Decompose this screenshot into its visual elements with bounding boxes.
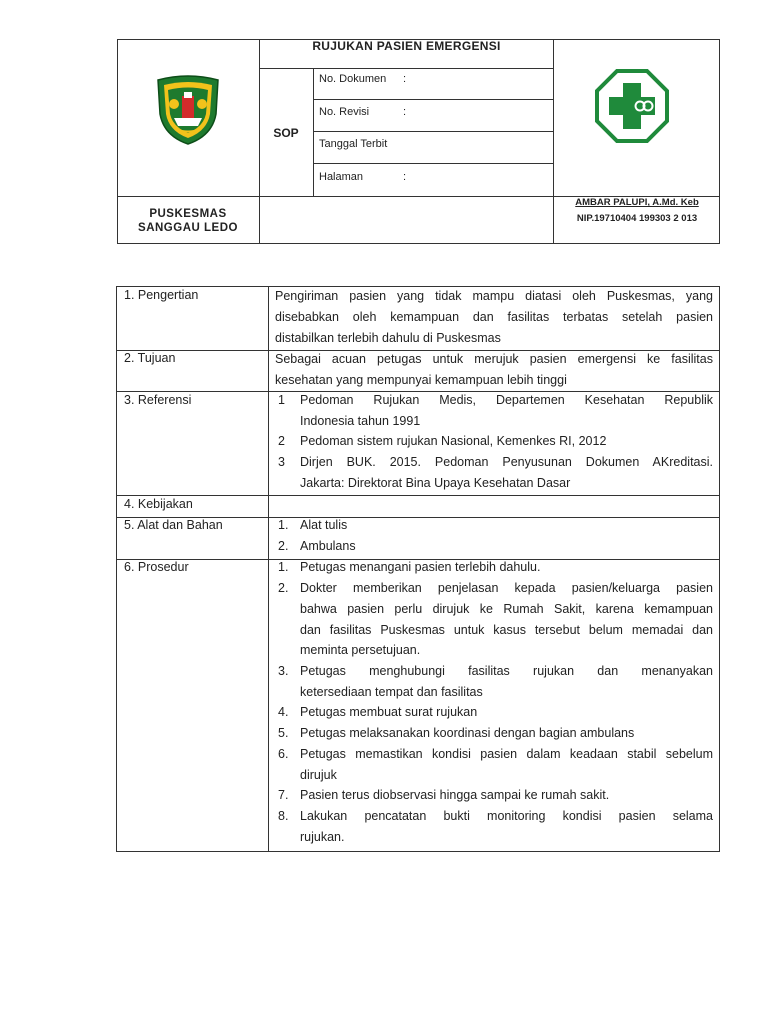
row-divider xyxy=(116,495,720,496)
column-divider xyxy=(268,286,269,852)
text-line: ketersediaan tempat dan fasilitas xyxy=(300,684,483,699)
item-number: 3. xyxy=(278,664,289,678)
header-divider xyxy=(313,99,554,100)
section-label-alat: 5. Alat dan Bahan xyxy=(124,518,223,532)
text-line: dirujuk xyxy=(300,767,337,782)
item-text: Ambulans xyxy=(300,539,356,553)
item-number: 7. xyxy=(278,788,289,802)
section-label-pengertian: 1. Pengertian xyxy=(124,288,199,302)
meta-colon: : xyxy=(403,73,407,85)
meta-colon: : xyxy=(403,171,407,183)
meta-label: No. Dokumen xyxy=(319,73,387,85)
item-number: 2. xyxy=(278,539,289,553)
text-line: rujukan. xyxy=(300,829,345,844)
org-line-1: PUSKESMAS xyxy=(149,207,227,220)
meta-halaman xyxy=(319,171,407,183)
regional-emblem-icon xyxy=(152,74,224,146)
puskesmas-logo-icon xyxy=(595,69,669,143)
text-line: meminta persetujuan. xyxy=(300,643,421,658)
meta-colon: : xyxy=(403,106,407,118)
meta-tanggal-terbit xyxy=(319,138,387,150)
meta-label: No. Revisi xyxy=(319,106,370,118)
document-title: RUJUKAN PASIEN EMERGENSI xyxy=(312,39,501,53)
signer-nip: NIP.19710404 199303 2 013 xyxy=(576,213,698,224)
section-label-prosedur: 6. Prosedur xyxy=(124,560,189,574)
meta-label: Tanggal Terbit xyxy=(319,138,388,150)
section-label-kebijakan: 4. Kebijakan xyxy=(124,497,193,511)
item-number: 4. xyxy=(278,705,289,719)
meta-no-revisi xyxy=(319,106,407,118)
text-line: Pedoman sistem rujukan Nasional, Kemenkes RI, 2012 xyxy=(300,434,607,448)
item-number: 8. xyxy=(278,809,289,823)
section-body-pengertian xyxy=(275,286,713,348)
text-line: dan fasilitas Puskesmas untuk kasus tersebut belum memadai dan xyxy=(300,622,713,637)
text-line: Dokter memberikan penjelasan kepada pasien/keluarga pasien xyxy=(300,581,713,595)
text-line: Indonesia tahun 1991 xyxy=(300,413,421,428)
header-divider xyxy=(313,131,554,132)
item-number: 2. xyxy=(278,581,289,595)
meta-no-dokumen xyxy=(319,73,407,85)
text-line: kesehatan yang mempunyai kemampuan lebih tinggi xyxy=(275,372,567,387)
organization-name xyxy=(117,197,259,244)
text-line: Petugas membuat surat rujukan xyxy=(300,705,478,719)
text-line: Pedoman Rujukan Medis, Departemen Kesehatan Republik xyxy=(300,393,713,407)
item-number: 2 xyxy=(278,434,285,448)
header-divider xyxy=(313,69,314,197)
text-line: Lakukan pencatatan bukti monitoring kondisi pasien selama xyxy=(300,809,713,823)
text-line: Pasien terus diobservasi hingga sampai ke rumah sakit. xyxy=(300,788,610,802)
text-line: Petugas memastikan kondisi pasien dalam keadaan stabil sebelum xyxy=(300,747,713,761)
item-number: 3 xyxy=(278,455,285,469)
text-line: Petugas melaksanakan koordinasi dengan bagian ambulans xyxy=(300,726,635,740)
text-line: Jakarta: Direktorat Bina Upaya Kesehatan Dasar xyxy=(300,475,571,490)
item-number: 5. xyxy=(278,726,289,740)
meta-label: Halaman xyxy=(319,171,364,183)
header-divider xyxy=(313,163,554,164)
text-line: bahwa pasien perlu dirujuk ke Rumah Sakit, karena kemampuan xyxy=(300,601,713,616)
signer-name: AMBAR PALUPI, A.Md. Keb xyxy=(575,197,699,208)
text-line: Dirjen BUK. 2015. Pedoman Penyusunan Dokumen AKreditasi. xyxy=(300,455,713,469)
section-label-referensi: 3. Referensi xyxy=(124,393,192,407)
sop-label: SOP xyxy=(273,125,299,140)
text-line: distabilkan terlebih dahulu di Puskesmas xyxy=(275,330,501,345)
section-label-tujuan: 2. Tujuan xyxy=(124,351,176,365)
text-line: Pengiriman pasien yang tidak mampu diatasi oleh Puskesmas, yang xyxy=(275,289,713,303)
item-number: 1. xyxy=(278,560,289,574)
text-line: Petugas menangani pasien terlebih dahulu. xyxy=(300,560,541,574)
section-body-tujuan xyxy=(275,349,713,391)
text-line: disebabkan oleh kemampuan dan fasilitas terbatas setelah pasien xyxy=(275,309,713,324)
org-line-2: SANGGAU LEDO xyxy=(138,221,238,234)
item-number: 1. xyxy=(278,518,289,532)
text-line: Sebagai acuan petugas untuk merujuk pasien emergensi ke fasilitas xyxy=(275,352,713,366)
item-number: 1 xyxy=(278,393,285,407)
text-line: Petugas menghubungi fasilitas rujukan dan menanyakan xyxy=(300,664,713,678)
item-number: 6. xyxy=(278,747,289,761)
item-text: Alat tulis xyxy=(300,518,348,532)
